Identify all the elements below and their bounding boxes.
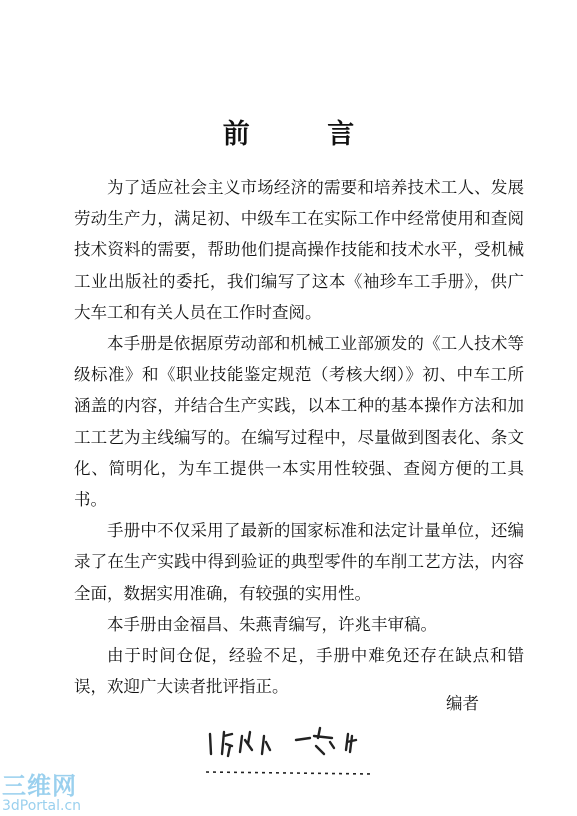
paragraph: 手册中不仅采用了最新的国家标准和法定计量单位，还编录了在生产实践中得到验证的典型零件的车削工艺方法，内容全面，数据实用准确，有较强的实用性。 [74, 521, 524, 603]
paragraph: 本手册由金福昌、朱燕青编写，许兆丰审稿。 [107, 614, 437, 634]
paragraph: 为了适应社会主义市场经济的需要和培养技术工人、发展劳动生产力，满足初、中级车工在实际工作中经常使用和查阅技术资料的需要，帮助他们提高操作技能和技术水平，受机械工业出版社的委托，我们编写了这本《袖珍车工手册》，供广大车工和有关人员在工作时查阅。 [74, 178, 524, 322]
watermark-logo [2, 774, 81, 814]
paragraph: 本手册是依据原劳动部和机械工业部颁发的《工人技术等级标准》和《职业技能鉴定规范（考核大纲）》初、中车工所涵盖的内容，并结合生产实践，以本工种的基本操作方法和加工工艺为主线编写的。在编写过程中，尽量做到图表化、条文化、简明化，为车工提供一本实用性较强、查阅方便的工具书。 [74, 334, 524, 510]
watermark-text-en: 3dPortal.cn [2, 798, 82, 814]
preface-body [74, 172, 524, 702]
signature-label: 编者 [446, 694, 479, 713]
handwritten-scrawl [200, 724, 380, 784]
paragraph: 由于时间仓促，经验不足，手册中难免还存在缺点和错误，欢迎广大读者批评指正。 [74, 646, 524, 697]
page-title: 前 言 [222, 119, 389, 150]
watermark-text-cn: 三维网 [2, 772, 77, 800]
